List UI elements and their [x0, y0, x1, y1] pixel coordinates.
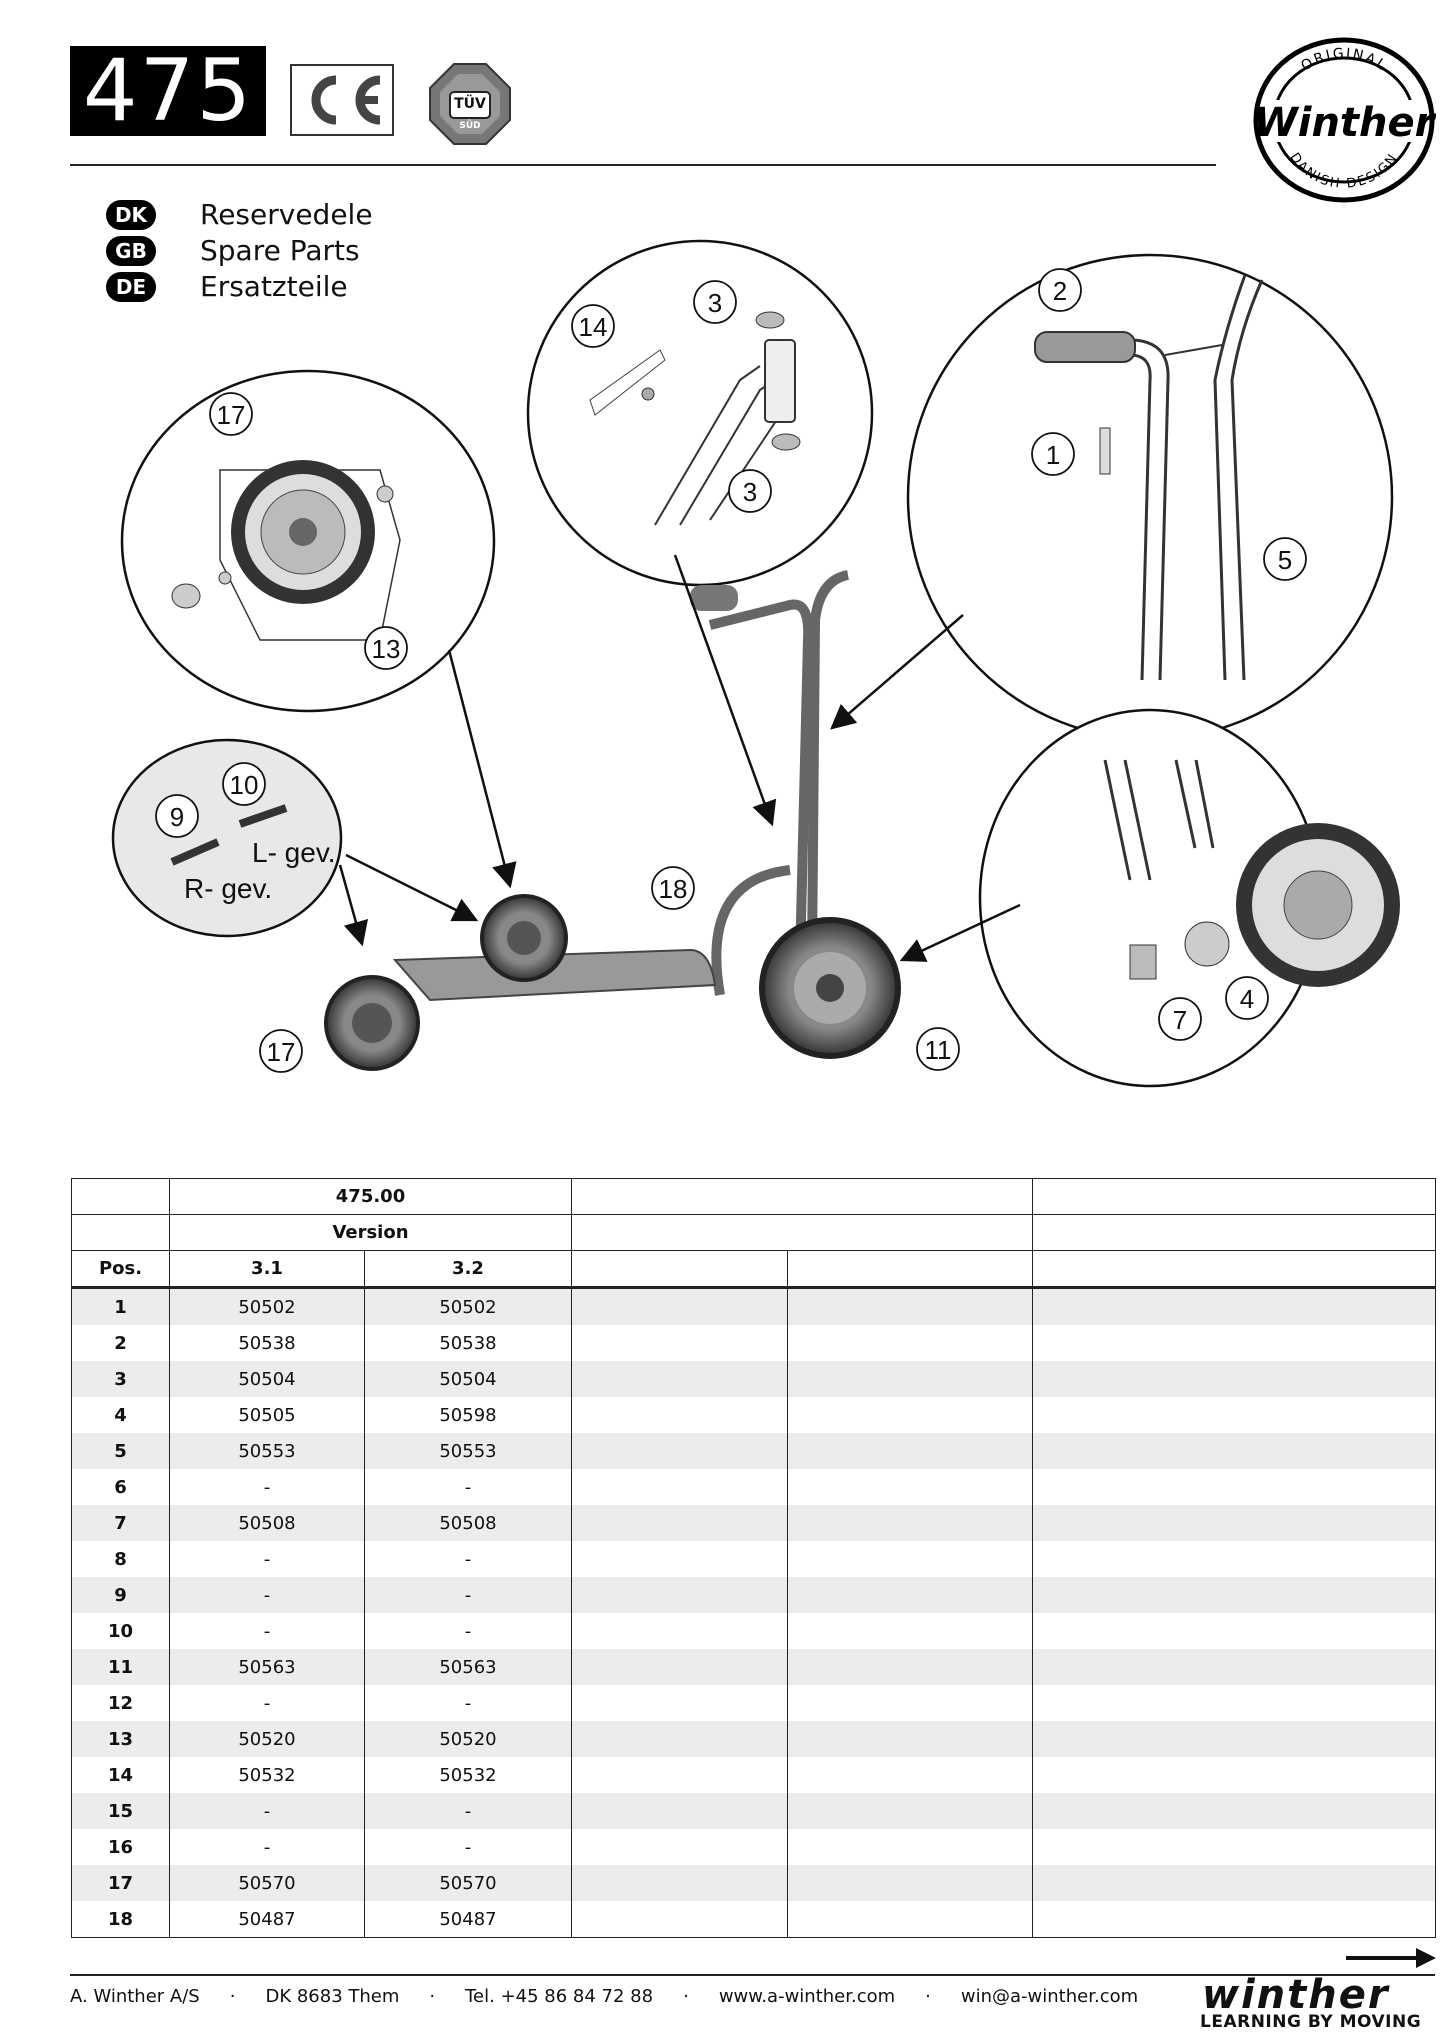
empty-cell: [1033, 1613, 1436, 1649]
footer-separator: ·: [429, 1986, 436, 2007]
empty-cell: [572, 1685, 788, 1721]
part-number-v3-2: -: [365, 1541, 572, 1577]
brand-tagline: LEARNING BY MOVING: [1200, 2012, 1422, 2032]
label-r-gev: R- gev.: [184, 873, 273, 904]
pos: 6: [72, 1469, 170, 1505]
empty-cell: [1033, 1541, 1436, 1577]
part-number-v3-2: 50570: [365, 1865, 572, 1901]
logo-name: Winther: [1253, 100, 1435, 146]
empty-cell: [788, 1469, 1033, 1505]
language-label: Ersatzteile: [200, 270, 348, 303]
pos: 9: [72, 1577, 170, 1613]
svg-text:13: 13: [371, 634, 401, 664]
footer-email-link[interactable]: win@a-winther.com: [960, 1986, 1139, 2007]
tuv-certification-icon: [428, 62, 512, 146]
empty-cell: [572, 1829, 788, 1865]
callout-17-top: [210, 393, 252, 435]
svg-text:1: 1: [1045, 440, 1061, 470]
empty-cell: [572, 1325, 788, 1361]
callout-10: [223, 763, 265, 805]
empty-cell: [1033, 1288, 1436, 1326]
empty-cell: [1033, 1829, 1436, 1865]
svg-text:3: 3: [742, 477, 758, 507]
version-3-1-header: 3.1: [170, 1251, 365, 1288]
empty-cell: [788, 1433, 1033, 1469]
pos: 4: [72, 1397, 170, 1433]
part-number-v3-1: 50502: [170, 1288, 365, 1326]
callout-1: [1032, 433, 1074, 475]
part-number-v3-1: 50508: [170, 1505, 365, 1541]
part-number-v3-1: -: [170, 1685, 365, 1721]
part-number-v3-2: 50508: [365, 1505, 572, 1541]
header-divider: [70, 164, 1216, 166]
footer-separator: ·: [925, 1986, 931, 2007]
table-row: [72, 1757, 1436, 1793]
table-row: [72, 1685, 1436, 1721]
pos: 18: [72, 1901, 170, 1938]
part-number-v3-2: 50553: [365, 1433, 572, 1469]
language-code: DE: [106, 272, 156, 302]
svg-text:SÜD: SÜD: [459, 121, 481, 131]
empty-cell: [572, 1901, 788, 1938]
empty-cell: [1033, 1325, 1436, 1361]
callout-5: [1264, 538, 1306, 580]
part-number-v3-1: 50504: [170, 1361, 365, 1397]
pos: 1: [72, 1288, 170, 1326]
empty-cell: [788, 1649, 1033, 1685]
empty-cell: [788, 1505, 1033, 1541]
part-number-v3-2: -: [365, 1577, 572, 1613]
part-number-v3-2: 50563: [365, 1649, 572, 1685]
pos: 5: [72, 1433, 170, 1469]
part-number-v3-1: -: [170, 1829, 365, 1865]
callout-11: [917, 1028, 959, 1070]
pos: 15: [72, 1793, 170, 1829]
empty-cell: [1033, 1901, 1436, 1938]
table-row: [72, 1325, 1436, 1361]
winther-brand-logo: [1196, 1972, 1436, 2033]
svg-text:17: 17: [266, 1037, 296, 1067]
scooter-parts-diagram: [0, 200, 1445, 1100]
empty-cell: [1033, 1505, 1436, 1541]
part-number-v3-2: 50538: [365, 1325, 572, 1361]
empty-cell: [788, 1757, 1033, 1793]
empty-cell: [788, 1685, 1033, 1721]
empty-cell: [1033, 1469, 1436, 1505]
part-number-v3-1: -: [170, 1469, 365, 1505]
pos: 14: [72, 1757, 170, 1793]
detail-handlebar-frame: [908, 255, 1392, 739]
empty-cell: [1033, 1649, 1436, 1685]
callout-14: [572, 305, 614, 347]
part-number-v3-1: -: [170, 1793, 365, 1829]
pos: 17: [72, 1865, 170, 1901]
empty-cell: [1033, 1577, 1436, 1613]
part-number-v3-2: 50502: [365, 1288, 572, 1326]
callout-7: [1159, 998, 1201, 1040]
empty-cell: [572, 1433, 788, 1469]
empty-cell: [572, 1793, 788, 1829]
table-row: [72, 1397, 1436, 1433]
part-number-v3-2: 50520: [365, 1721, 572, 1757]
svg-text:2: 2: [1052, 276, 1068, 306]
footer-phone: Tel. +45 86 84 72 88: [465, 1986, 654, 2007]
empty-cell: [572, 1577, 788, 1613]
pos: 8: [72, 1541, 170, 1577]
empty-cell: [788, 1288, 1033, 1326]
callout-17-bottom: [260, 1030, 302, 1072]
language-code: GB: [106, 236, 156, 266]
callout-4: [1226, 977, 1268, 1019]
empty-cell: [788, 1901, 1033, 1938]
footer-separator: ·: [683, 1986, 689, 2007]
empty-cell: [788, 1541, 1033, 1577]
part-number-v3-2: 50504: [365, 1361, 572, 1397]
callout-13: [365, 627, 407, 669]
callout-18: [652, 867, 694, 909]
empty-cell: [788, 1397, 1033, 1433]
part-number-v3-1: -: [170, 1613, 365, 1649]
empty-cell: [1033, 1757, 1436, 1793]
footer-web-link[interactable]: www.a-winther.com: [718, 1986, 896, 2007]
pos: 2: [72, 1325, 170, 1361]
table-row: [72, 1649, 1436, 1685]
table-row: [72, 1721, 1436, 1757]
table-row: [72, 1361, 1436, 1397]
part-number-v3-2: 50532: [365, 1757, 572, 1793]
empty-cell: [1033, 1721, 1436, 1757]
part-number-v3-1: -: [170, 1541, 365, 1577]
empty-cell: [572, 1288, 788, 1326]
empty-cell: [1033, 1433, 1436, 1469]
part-number-v3-2: -: [365, 1793, 572, 1829]
logo-top-text: ORIGINAL: [1298, 45, 1390, 75]
empty-cell: [1033, 1793, 1436, 1829]
empty-cell: [788, 1865, 1033, 1901]
empty-cell: [572, 1649, 788, 1685]
footer-separator: ·: [229, 1986, 236, 2007]
table-row: [72, 1901, 1436, 1938]
detail-rear-wheel: [122, 371, 494, 711]
table-header-model: [72, 1179, 1436, 1215]
pos: 12: [72, 1685, 170, 1721]
pos: 13: [72, 1721, 170, 1757]
callout-9: [156, 795, 198, 837]
empty-cell: [572, 1361, 788, 1397]
brand-name: winther: [1202, 1972, 1390, 2018]
part-number-v3-1: 50520: [170, 1721, 365, 1757]
spare-parts-table: [71, 1178, 1436, 1938]
table-row: [72, 1505, 1436, 1541]
pos: 10: [72, 1613, 170, 1649]
svg-text:11: 11: [924, 1035, 952, 1065]
table-row: [72, 1829, 1436, 1865]
empty-cell: [788, 1793, 1033, 1829]
callout-3-bottom: [729, 470, 771, 512]
svg-text:3: 3: [707, 288, 723, 318]
svg-text:4: 4: [1239, 984, 1255, 1014]
callout-3-top: [694, 281, 736, 323]
empty-cell: [572, 1397, 788, 1433]
empty-cell: [1033, 1865, 1436, 1901]
empty-cell: [572, 1721, 788, 1757]
footer-address: DK 8683 Them: [265, 1986, 400, 2007]
pos: 3: [72, 1361, 170, 1397]
empty-cell: [788, 1721, 1033, 1757]
svg-text:17: 17: [216, 400, 246, 430]
part-number-v3-1: 50532: [170, 1757, 365, 1793]
winther-original-logo: [1252, 36, 1436, 204]
table-row: [72, 1613, 1436, 1649]
table-row: [72, 1288, 1436, 1326]
model-number: 475: [70, 46, 266, 136]
part-number-v3-2: 50487: [365, 1901, 572, 1938]
part-number-v3-1: 50563: [170, 1649, 365, 1685]
table-header-columns: [72, 1251, 1436, 1288]
svg-text:7: 7: [1172, 1005, 1188, 1035]
detail-bolts: [113, 740, 341, 936]
svg-text:18: 18: [658, 874, 688, 904]
svg-text:5: 5: [1277, 545, 1293, 575]
part-number-v3-2: 50598: [365, 1397, 572, 1433]
part-number-v3-1: 50505: [170, 1397, 365, 1433]
empty-cell: [572, 1541, 788, 1577]
part-number-v3-2: -: [365, 1469, 572, 1505]
part-number-v3-1: 50487: [170, 1901, 365, 1938]
part-number-v3-2: -: [365, 1613, 572, 1649]
table-row: [72, 1433, 1436, 1469]
pos: 16: [72, 1829, 170, 1865]
table-row: [72, 1541, 1436, 1577]
part-number-v3-1: 50553: [170, 1433, 365, 1469]
part-number-v3-1: 50570: [170, 1865, 365, 1901]
empty-cell: [572, 1505, 788, 1541]
empty-cell: [788, 1613, 1033, 1649]
footer-contact: [70, 1986, 1138, 2007]
ce-mark: [290, 64, 394, 136]
model-header: 475.00: [170, 1179, 572, 1215]
empty-cell: [572, 1613, 788, 1649]
table-header-version: [72, 1215, 1436, 1251]
empty-cell: [788, 1577, 1033, 1613]
part-number-v3-2: -: [365, 1685, 572, 1721]
empty-cell: [788, 1325, 1033, 1361]
empty-cell: [1033, 1397, 1436, 1433]
label-l-gev: L- gev.: [252, 837, 336, 868]
part-number-v3-1: 50538: [170, 1325, 365, 1361]
part-number-v3-2: -: [365, 1829, 572, 1865]
empty-cell: [1033, 1361, 1436, 1397]
svg-text:14: 14: [578, 312, 608, 342]
table-row: [72, 1469, 1436, 1505]
svg-text:TÜV: TÜV: [454, 96, 486, 112]
footer-company: A. Winther A/S: [70, 1986, 200, 2007]
table-row: [72, 1865, 1436, 1901]
empty-cell: [788, 1829, 1033, 1865]
next-page-arrow-icon: [1346, 1946, 1436, 1970]
empty-cell: [572, 1865, 788, 1901]
empty-cell: [1033, 1685, 1436, 1721]
language-label: Reservedele: [200, 198, 373, 231]
empty-cell: [788, 1361, 1033, 1397]
part-number-v3-1: -: [170, 1577, 365, 1613]
version-3-2-header: 3.2: [365, 1251, 572, 1288]
empty-cell: [572, 1469, 788, 1505]
table-row: [72, 1793, 1436, 1829]
language-label: Spare Parts: [200, 234, 360, 267]
svg-text:9: 9: [169, 802, 185, 832]
version-header: Version: [170, 1215, 572, 1251]
pos: 11: [72, 1649, 170, 1685]
empty-cell: [572, 1757, 788, 1793]
svg-text:10: 10: [229, 770, 259, 800]
pos: 7: [72, 1505, 170, 1541]
pos-header: Pos.: [72, 1251, 170, 1288]
logo-bottom-text: DANISH DESIGN: [1286, 150, 1402, 192]
table-row: [72, 1577, 1436, 1613]
language-code: DK: [106, 200, 156, 230]
callout-2: [1039, 269, 1081, 311]
